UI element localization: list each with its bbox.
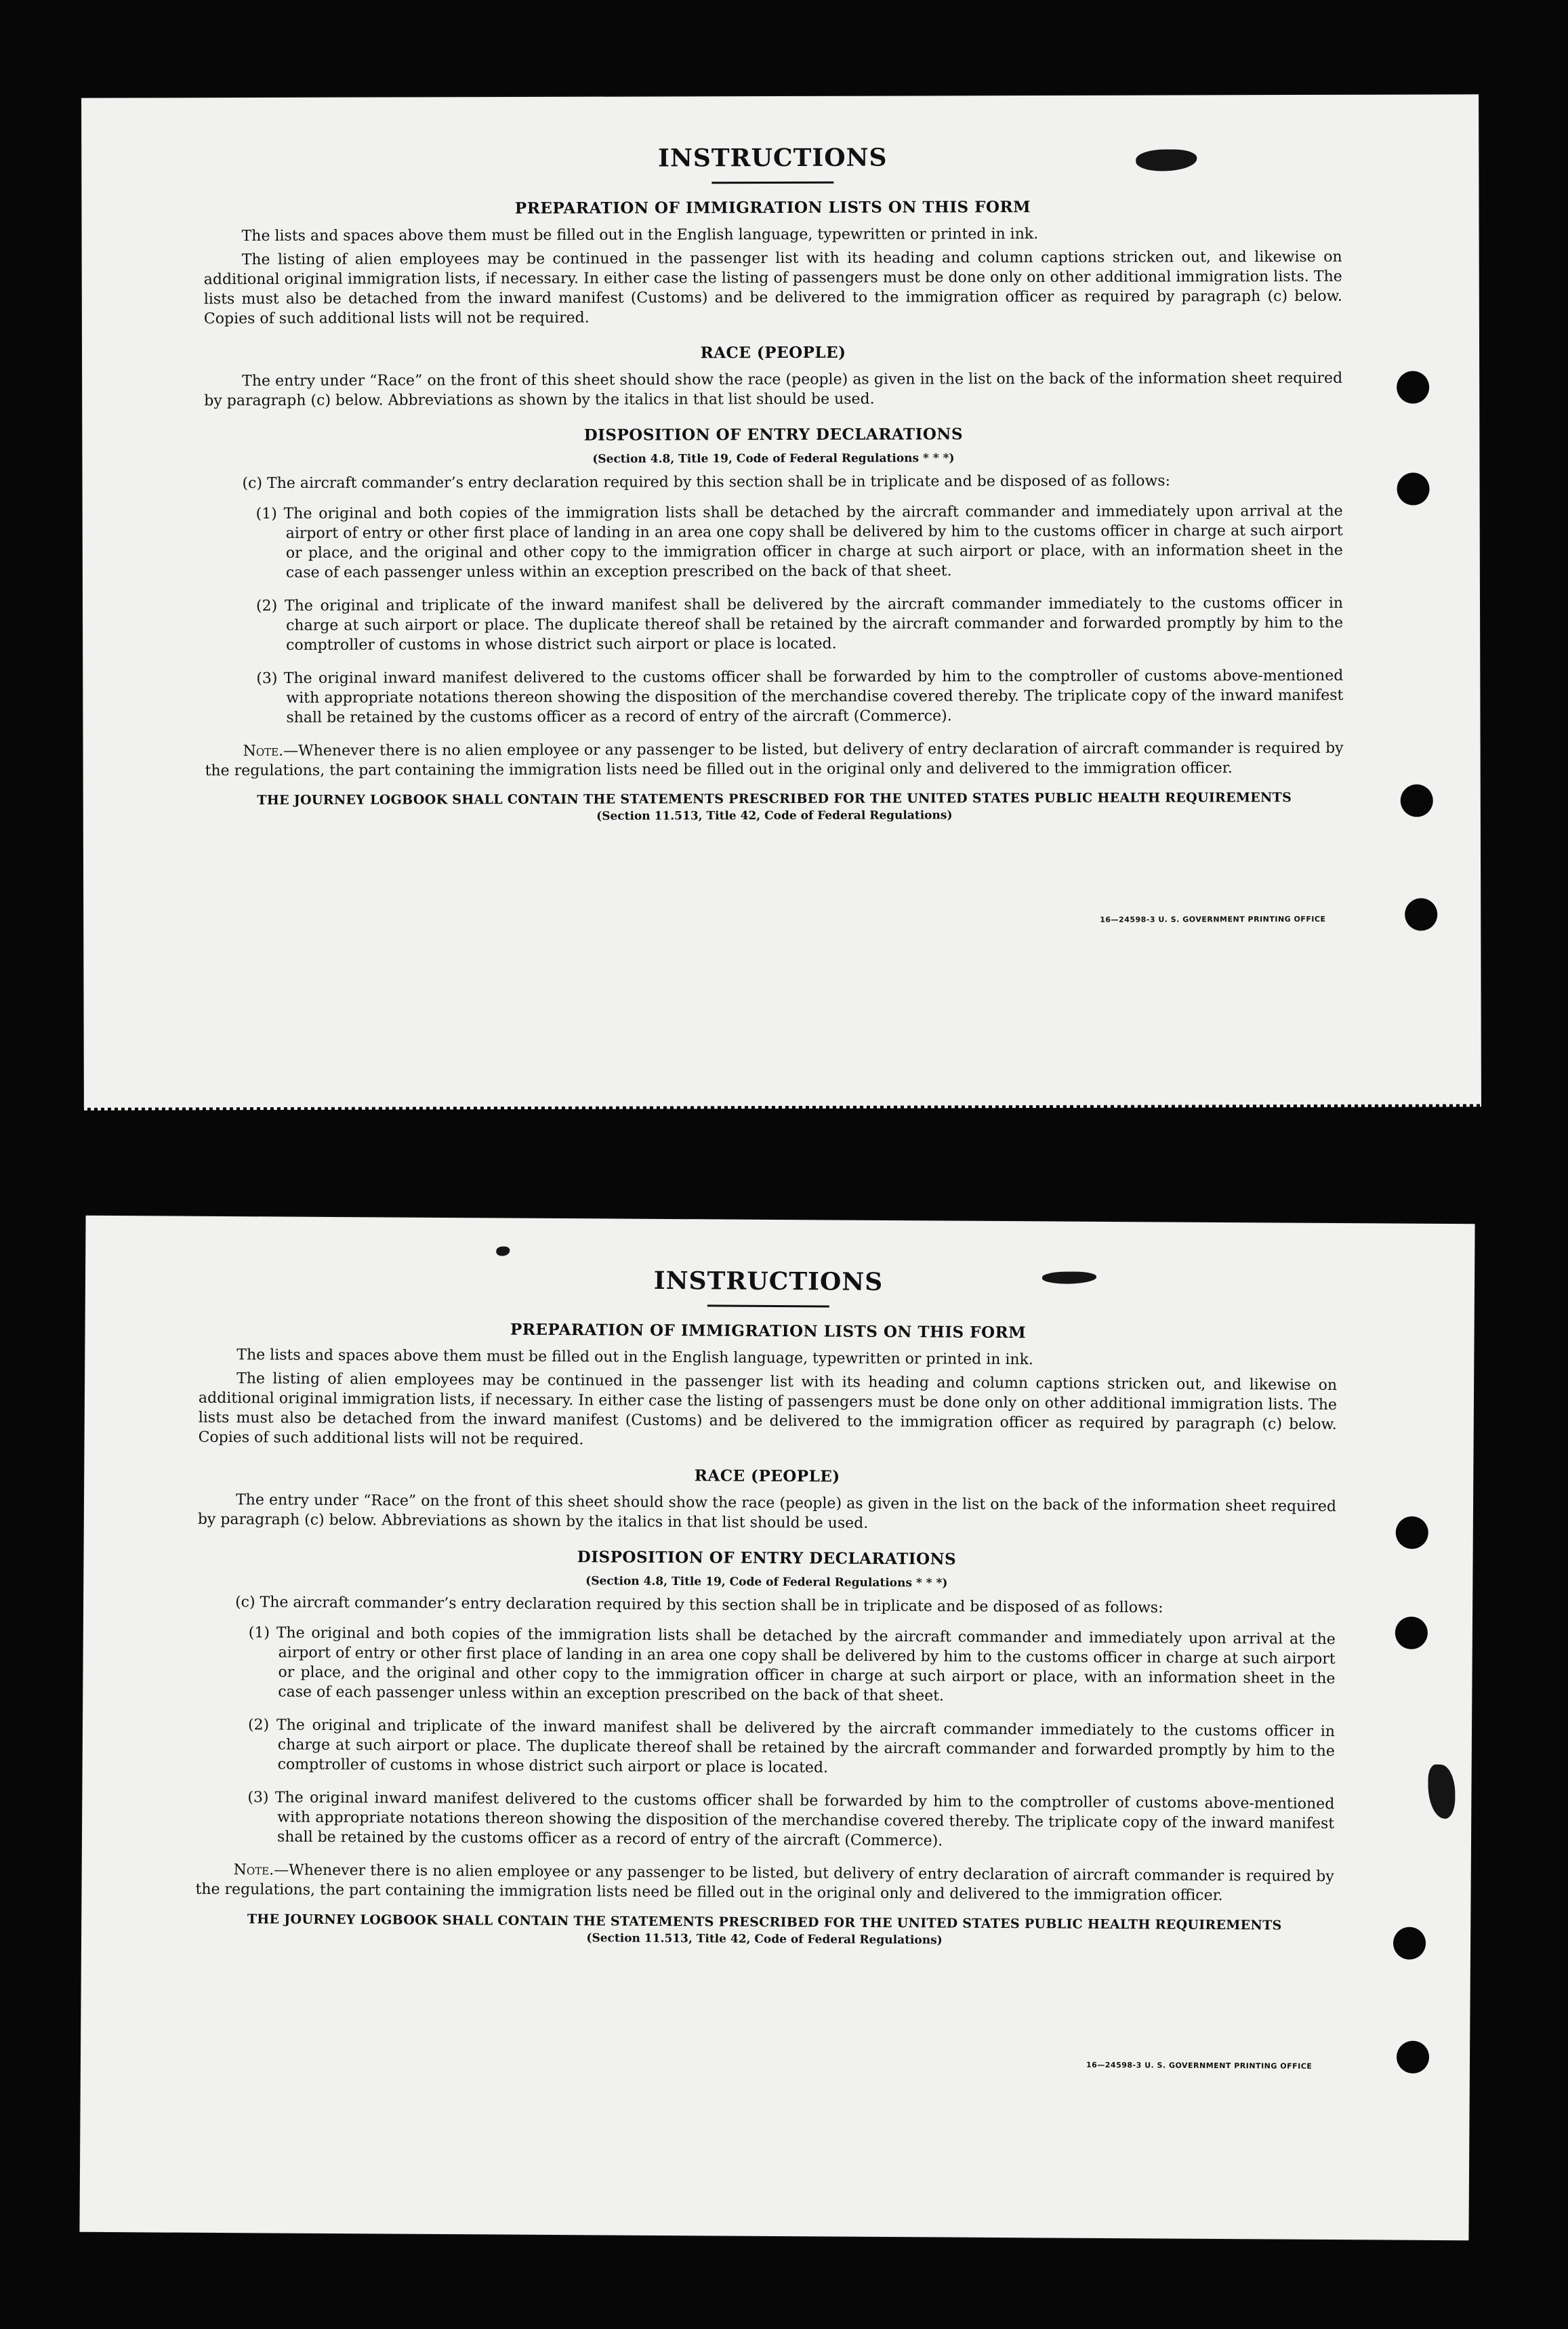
section-heading-preparation: PREPARATION OF IMMIGRATION LISTS ON THIS FORM (514, 198, 1031, 218)
list-item: (2) The original and triplicate of the inward manifest shall be delivered by the aircraft commander immediately to the customs officer in charge at such airport or place. The duplicate thereof shall be retained by the aircraft commander and forwarded promptly by him to the comptroller of customs in whose district such airport or place is located. (255, 594, 1344, 654)
footer-requirement: THE JOURNEY LOGBOOK SHALL CONTAIN THE STATEMENTS PRESCRIBED FOR THE UNITED STATES PUBLIC HEALTH REQUIREMENTS (257, 790, 1292, 808)
sheet-content (203, 142, 1344, 824)
page-title: INSTRUCTIONS (653, 1266, 884, 1296)
punch-hole (1393, 1927, 1426, 1960)
instruction-sheet-bottom (79, 1216, 1474, 2240)
list-item: (1) The original and both copies of the immigration lists shall be detached by the aircraft commander and immediately upon arrival at the airport of entry or other first place of landing in an area one copy shall be delivered by him to the customs officer in charge at such airport or place, and the original and other copy to the immigration officer in charge at such airport or place, with an information sheet in the case of each passenger unless within an exception prescribed on the back of that sheet. (255, 502, 1343, 581)
list-item: (2) The original and triplicate of the inward manifest shall be delivered by the aircraft commander immediately to the customs officer in charge at such airport or place. The duplicate thereof shall be retained by the aircraft commander and forwarded promptly by him to the comptroller of customs in whose district such airport or place is located. (247, 1716, 1336, 1777)
ink-smudge (496, 1246, 510, 1256)
printer-imprint: 16—24598-3 U. S. GOVERNMENT PRINTING OFFICE (1100, 914, 1326, 924)
punch-hole (1397, 472, 1430, 505)
punch-hole (1405, 898, 1437, 930)
note-text: —Whenever there is no alien employee or any passenger to be listed, but delivery of entry declaration of aircraft commander is required by the regulations, the part containing the immigration lists need be filled out in the original only and delivered to the immigration officer. (195, 1861, 1334, 1905)
footer-requirement: THE JOURNEY LOGBOOK SHALL CONTAIN THE STATEMENTS PRESCRIBED FOR THE UNITED STATES PUBLIC HEALTH REQUIREMENTS (247, 1912, 1282, 1933)
note-text: —Whenever there is no alien employee or any passenger to be listed, but delivery of entry declaration of aircraft commander is required by the regulations, the part containing the immigration lists need be filled out in the original only and delivered to the immigration officer. (205, 739, 1344, 780)
list-item: (3) The original inward manifest delivered to the customs officer shall be forwarded by him to the comptroller of customs above-mentioned with appropriate notations thereon showing the disposition of the merchandise covered thereby. The triplicate copy of the inward manifest shall be retained by the customs officer as a record of entry of the aircraft (Commerce). (256, 667, 1344, 726)
note-paragraph (205, 739, 1344, 781)
perforation-edge (84, 1102, 1481, 1110)
title-rule (707, 1304, 829, 1307)
paragraph-lead: (c) The aircraft commander’s entry declaration required by this section shall be in triplicate and be disposed of as follows: (242, 472, 1171, 493)
paragraph: The lists and spaces above them must be filled out in the English language, typewritten or printed in ink. (236, 1346, 1034, 1369)
note-label: Note. (243, 742, 284, 760)
punch-hole (1401, 784, 1433, 817)
section-heading-race: RACE (PEOPLE) (694, 1466, 840, 1486)
list-item: (1) The original and both copies of the immigration lists shall be detached by the aircraft commander and immediately upon arrival at the airport of entry or other first place of landing in an area one copy shall be delivered by him to the customs officer in charge at such airport or place, and the original and other copy to the immigration officer in charge at such airport or place, with an information sheet in the case of each passenger unless within an exception prescribed on the back of that sheet. (248, 1624, 1336, 1705)
paragraph: The entry under “Race” on the front of this sheet should show the race (people) as given in the list on the back of the information sheet required by paragraph (c) below. Abbreviations as shown by the italics in that list should be used. (197, 1491, 1337, 1532)
section-citation: (Section 4.8, Title 19, Code of Federal Regulations * * *) (592, 451, 955, 466)
note-label: Note. (233, 1861, 274, 1879)
paragraph: The lists and spaces above them must be filled out in the English language, typewritten or printed in ink. (241, 226, 1039, 245)
instruction-sheet-top (81, 94, 1481, 1107)
page-title: INSTRUCTIONS (658, 143, 888, 173)
paragraph: The entry under “Race” on the front of this sheet should show the race (people) as given in the list on the back of the information sheet required by paragraph (c) below. Abbreviations as shown by the italics in that list should be used. (204, 369, 1343, 410)
paragraph: The listing of alien employees may be continued in the passenger list with its heading and column captions stricken out, and likewise on additional original immigration lists, if necessary. In either case the listing of passengers must be done only on other additional immigration lists. The lists must also be detached from the inward manifest (Customs) and be delivered to the immigration officer as required by paragraph (c) below. Copies of such additional lists will not be required. (198, 1370, 1338, 1449)
footer-citation: (Section 11.513, Title 42, Code of Federal Regulations) (596, 808, 953, 823)
punch-hole (1395, 1617, 1428, 1649)
punch-hole (1397, 2041, 1429, 2074)
list-item: (3) The original inward manifest delivered to the customs officer shall be forwarded by him to the comptroller of customs above-mentioned with appropriate notations thereon showing the disposition of the merchandise covered thereby. The triplicate copy of the inward manifest shall be retained by the customs officer as a record of entry of the aircraft (Commerce). (247, 1789, 1335, 1850)
section-heading-disposition: DISPOSITION OF ENTRY DECLARATIONS (583, 425, 964, 445)
punch-hole (1396, 1517, 1428, 1549)
printer-imprint: 16—24598-3 U. S. GOVERNMENT PRINTING OFFICE (1086, 2060, 1313, 2071)
section-heading-preparation: PREPARATION OF IMMIGRATION LISTS ON THIS FORM (510, 1320, 1027, 1342)
torn-edge (1428, 1765, 1455, 1819)
section-heading-disposition: DISPOSITION OF ENTRY DECLARATIONS (577, 1548, 957, 1569)
title-rule (711, 182, 833, 184)
punch-hole (1397, 371, 1429, 403)
paragraph: The listing of alien employees may be continued in the passenger list with its heading and column captions stricken out, and likewise on additional original immigration lists, if necessary. In either case the listing of passengers must be done only on other additional immigration lists. The lists must also be detached from the inward manifest (Customs) and be delivered to the immigration officer as required by paragraph (c) below. Copies of such additional lists will not be required. (203, 248, 1342, 328)
sheet-content (195, 1264, 1338, 1950)
paragraph-lead: (c) The aircraft commander’s entry declaration required by this section shall be in triplicate and be disposed of as follows: (235, 1594, 1163, 1617)
footer-citation: (Section 11.513, Title 42, Code of Federal Regulations) (586, 1931, 943, 1947)
section-citation: (Section 4.8, Title 19, Code of Federal Regulations * * *) (585, 1574, 948, 1590)
section-heading-race: RACE (PEOPLE) (700, 343, 846, 363)
note-paragraph (195, 1860, 1334, 1906)
